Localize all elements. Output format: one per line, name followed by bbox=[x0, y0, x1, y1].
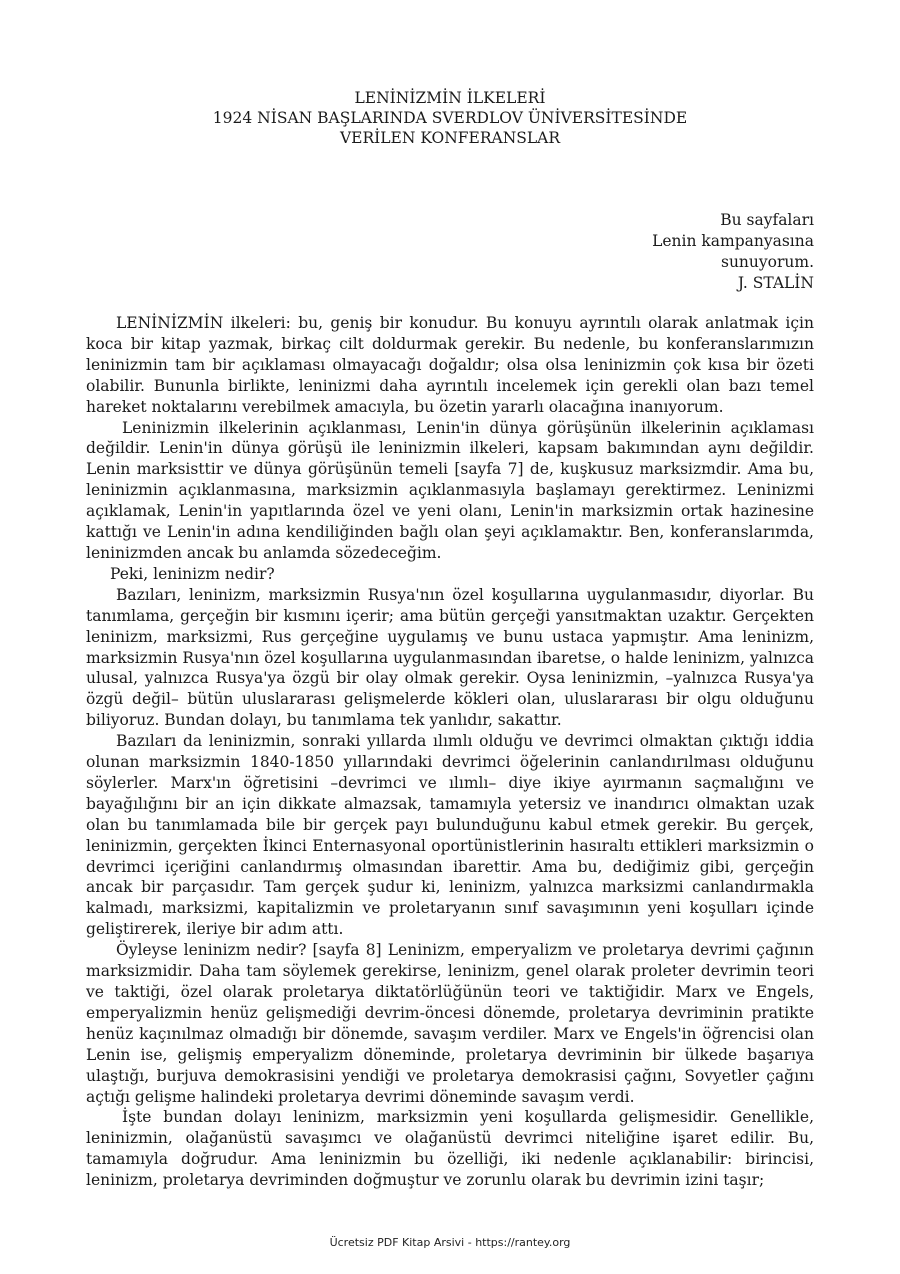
dedication-line-2: Lenin kampanyasına bbox=[652, 232, 814, 250]
paragraph: Leninizmin ilkelerinin açıklanması, Lenin'in dünya görüşünün ilkelerinin açıklaması değildir. Lenin'in dünya görüşü ile leninizmin ilkeleri, kapsam bakımından aynı değildir. Lenin marksisttir ve dünya görüşünün temeli [sayfa 7] de, kuşkusuz marksizmdir. Ama bu, leninizmin açıklanmasına, marksizmin açıklanmasıyla başlamayı gerektirmez. Leninizmi açıklamak, Lenin'in yapıtlarında özel ve yeni olanı, Lenin'in marksizmin ortak hazinesine kattığı ve Lenin'in adına kendiliğinden bağlı olan şeyi açıklamaktır. Ben, konferanslarımda, leninizmden ancak bu anlamda sözedeceğim. bbox=[86, 418, 814, 562]
dedication-line-1: Bu sayfaları bbox=[720, 211, 814, 229]
dedication-line-3: sunuyorum. bbox=[720, 253, 814, 271]
body-text bbox=[86, 313, 814, 1191]
title-line-3: VERİLEN KONFERANSLAR bbox=[339, 129, 561, 147]
paragraph: Bazıları da leninizmin, sonraki yıllarda ılımlı olduğu ve devrimci olmaktan çıktığı iddia olunan marksizmin 1840-1850 yıllarındaki devrimci öğelerinin canlandırılması olduğunu söylerler. Marx'ın öğretisini –devrimci ve ılımlı– diye ikiye ayırmanın saçmalığını ve bayağılığını bir an için dikkate almazsak, tamamıyla yetersiz ve inandırıcı olmaktan uzak olan bu tanımlamada bile bir gerçek payı bulunduğunu kabul etmek gerekir. Bu gerçek, leninizmin, gerçekten İkinci Enternasyonal oportünistlerinin hasıraltı ettikleri marksizmin o devrimci içeriğini canlandırmış olmasından ibarettir. Ama bu, dediğimiz gibi, gerçeğin ancak bir parçasıdır. Tam gerçek şudur ki, leninizm, yalnızca marksizmi canlandırmakla kalmadı, marksizmi, kapitalizmin ve proletaryanın sınıf savaşımının yeni koşulları içinde geliştirerek, ileriye bir adım attı. bbox=[86, 732, 814, 939]
title-line-1: LENİNİZMİN İLKELERİ bbox=[354, 89, 546, 107]
paragraph: Öyleyse leninizm nedir? [sayfa 8] Leninizm, emperyalizm ve proletarya devrimi çağının marksizmidir. Daha tam söylemek gerekirse, leninizm, genel olarak proleter devrimin teori ve taktiği, özel olarak proletarya diktatörlüğünün teori ve taktiğidir. Marx ve Engels, emperyalizmin henüz gelişmediği devrim-öncesi dönemde, proletarya devriminin pratikte henüz kaçınılmaz olmadığı bir dönemde, savaşım verdiler. Marx ve Engels'in öğrencisi olan Lenin ise, gelişmiş emperyalizm döneminde, proletarya devriminin bir ülkede başarıya ulaştığı, burjuva demokrasisini yendiği ve proletarya demokrasisi çağını, Sovyetler çağını açtığı gelişme halindeki proletarya devrimi döneminde savaşım verdi. bbox=[86, 941, 814, 1106]
paragraph: LENİNİZMİN ilkeleri: bu, geniş bir konudur. Bu konuyu ayrıntılı olarak anlatmak için koca bir kitap yazmak, birkaç cilt doldurmak gerekir. Bu nedenle, bu konferanslarımızın leninizmin tam bir açıklaması olmayacağı doğaldır; olsa olsa leninizmin çok kısa bir özeti olabilir. Bununla birlikte, leninizmi daha ayrıntılı incelemek için gerekli olan bazı temel hareket noktalarını verebilmek amacıyla, bu özetin yararlı olacağına inanıyorum. bbox=[86, 314, 814, 416]
paragraph: Bazıları, leninizm, marksizmin Rusya'nın özel koşullarına uygulanmasıdır, diyorlar. Bu tanımlama, gerçeğin bir kısmını içerir; ama bütün gerçeği yansıtmaktan uzaktır. Gerçekten leninizm, marksizmi, Rus gerçeğine uygulamış ve bunu ustaca yapmıştır. Ama leninizm, marksizmin Rusya'nın özel koşullarına uygulanmasından ibaretse, o halde leninizm, yalnızca ulusal, yalnızca Rusya'ya özgü bir olay olmak gerekir. Oysa leninizmin, –yalnızca Rusya'ya özgü değil– bütün uluslararası gelişmelerde kökleri olan, uluslararası bir olgu olduğunu biliyoruz. Bundan dolayı, bu tanımlama tek yanlıdır, sakattır. bbox=[86, 585, 814, 730]
paragraph: İşte bundan dolayı leninizm, marksizmin yeni koşullarda gelişmesidir. Genellikle, leninizmin, olağanüstü savaşımcı ve olağanüstü devrimci niteliğine işaret edilir. Bu, tamamıyla doğrudur. Ama leninizmin bu özelliği, iki nedenle açıklanabilir: birincisi, leninizm, proletarya devriminden doğmuştur ve zorunlu olarak bu devrimin izini taşır; bbox=[86, 1108, 814, 1190]
paragraph: Peki, leninizm nedir? bbox=[110, 564, 275, 583]
dedication-author: J. STALİN bbox=[737, 274, 814, 292]
footer-text: Ücretsiz PDF Kitap Arsivi - https://rantey.org bbox=[329, 1236, 571, 1249]
document-title bbox=[0, 88, 900, 148]
title-line-2: 1924 NİSAN BAŞLARINDA SVERDLOV ÜNİVERSİTESİNDE bbox=[212, 109, 688, 127]
dedication bbox=[652, 210, 814, 294]
